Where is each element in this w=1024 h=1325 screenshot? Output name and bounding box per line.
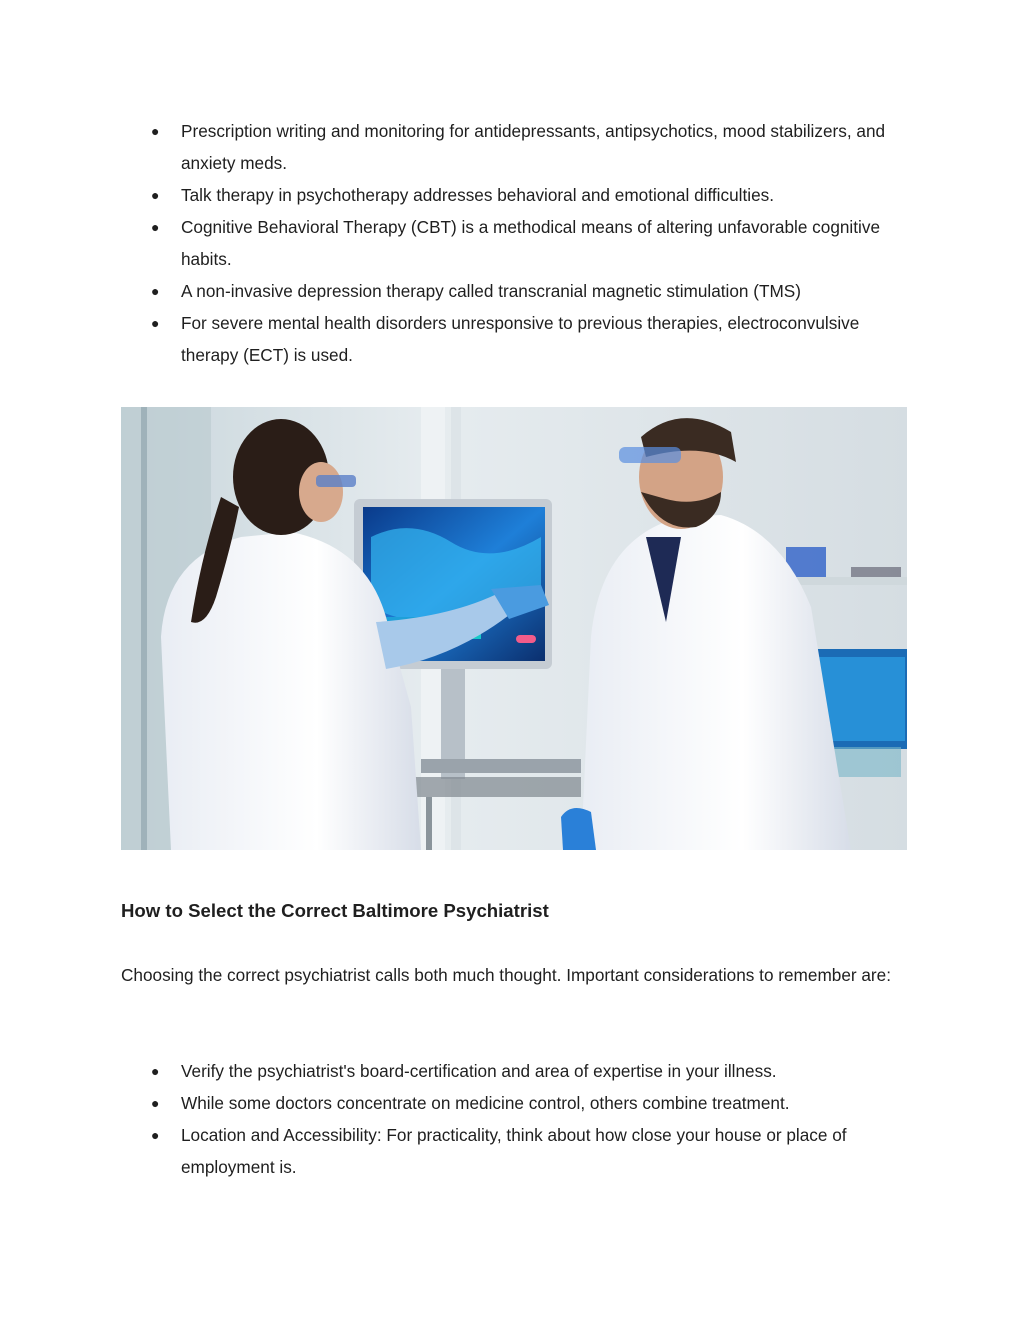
list-item: ● Prescription writing and monitoring for antidepressants, antipsychotics, mood stabilizers, and anxiety meds.: [121, 115, 911, 179]
bullet-icon: ●: [151, 1127, 160, 1143]
list-item: ● Cognitive Behavioral Therapy (CBT) is a methodical means of altering unfavorable cognitive habits.: [121, 211, 911, 275]
bullet-icon: ●: [151, 283, 160, 299]
bullet-icon: ●: [151, 315, 160, 331]
bullet-icon: ●: [151, 219, 160, 235]
list-item: ● For severe mental health disorders unresponsive to previous therapies, electroconvulsive therapy (ECT) is used.: [121, 307, 911, 371]
bullet-icon: ●: [151, 1095, 160, 1111]
list-item: ● Verify the psychiatrist's board-certification and area of expertise in your illness.: [121, 1055, 911, 1087]
bullet-icon: ●: [151, 123, 160, 139]
list-item: ● Talk therapy in psychotherapy addresses behavioral and emotional difficulties.: [121, 179, 911, 211]
list-item: ● Location and Accessibility: For practicality, think about how close your house or place of employment is.: [121, 1119, 911, 1183]
lab-photo: [121, 407, 907, 850]
section-heading: How to Select the Correct Baltimore Psychiatrist: [121, 900, 549, 921]
list-item: ● A non-invasive depression therapy called transcranial magnetic stimulation (TMS): [121, 275, 911, 307]
bullet-icon: ●: [151, 187, 160, 203]
treatment-options-list: [121, 115, 911, 371]
considerations-list: [121, 1055, 911, 1183]
bullet-icon: ●: [151, 1063, 160, 1079]
list-item: ● While some doctors concentrate on medicine control, others combine treatment.: [121, 1087, 911, 1119]
intro-paragraph: Choosing the correct psychiatrist calls both much thought. Important considerations to remember are:: [121, 965, 891, 985]
